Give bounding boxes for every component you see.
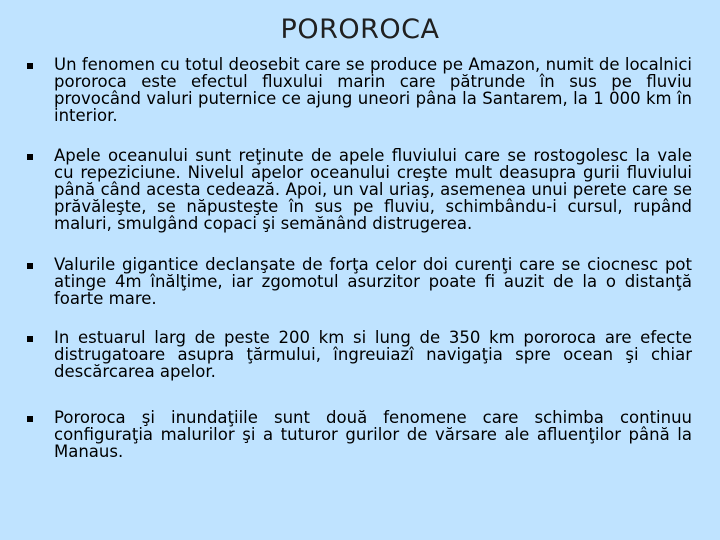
bullet-text: Apele oceanului sunt reţinute de apele fluviului care se rostogolesc la vale cu repeziciune. Nivelul apelor oceanului creşte mult deasupra gurii fluviului până când acesta cedează. Apoi, un val uriaş, asemenea unui perete care se prăvăleşte, se năpusteşte în sus pe fluviu, schimbându-i cursul, rupând maluri, smulgând copaci şi semănând distrugerea.	[54, 146, 692, 233]
square-bullet-icon	[27, 154, 33, 160]
square-bullet-icon	[27, 416, 33, 422]
bullet-text: In estuarul larg de peste 200 km si lung de 350 km pororoca are efecte distrugatoare asupra ţărmului, îngreuiazî navigaţia spre ocean şi chiar descărcarea apelor.	[54, 328, 692, 381]
bullet-item	[22, 256, 692, 307]
bullet-text: Pororoca şi inundaţiile sunt două fenomene care schimba continuu configuraţia malurilor şi a tuturor gurilor de vărsare ale afluenţilor până la Manaus.	[54, 408, 692, 461]
bullet-list	[22, 56, 692, 483]
bullet-item	[22, 329, 692, 380]
square-bullet-icon	[27, 336, 33, 342]
square-bullet-icon	[27, 263, 33, 269]
bullet-item	[22, 56, 692, 124]
bullet-text: Un fenomen cu totul deosebit care se produce pe Amazon, numit de localnici pororoca este efectul fluxului marin care pătrunde în sus pe fluviu provocând valuri puternice ce ajung uneori pâna la Santarem, la 1 000 km în interior.	[54, 55, 692, 125]
bullet-item	[22, 409, 692, 460]
bullet-text: Valurile gigantice declanşate de forţa celor doi curenţi care se ciocnesc pot atinge 4m înălţime, iar zgomotul asurzitor poate fi auzit de la o distanţă foarte mare.	[54, 255, 692, 308]
slide-title: POROROCA	[280, 14, 440, 45]
bullet-item	[22, 147, 692, 232]
square-bullet-icon	[27, 63, 33, 69]
